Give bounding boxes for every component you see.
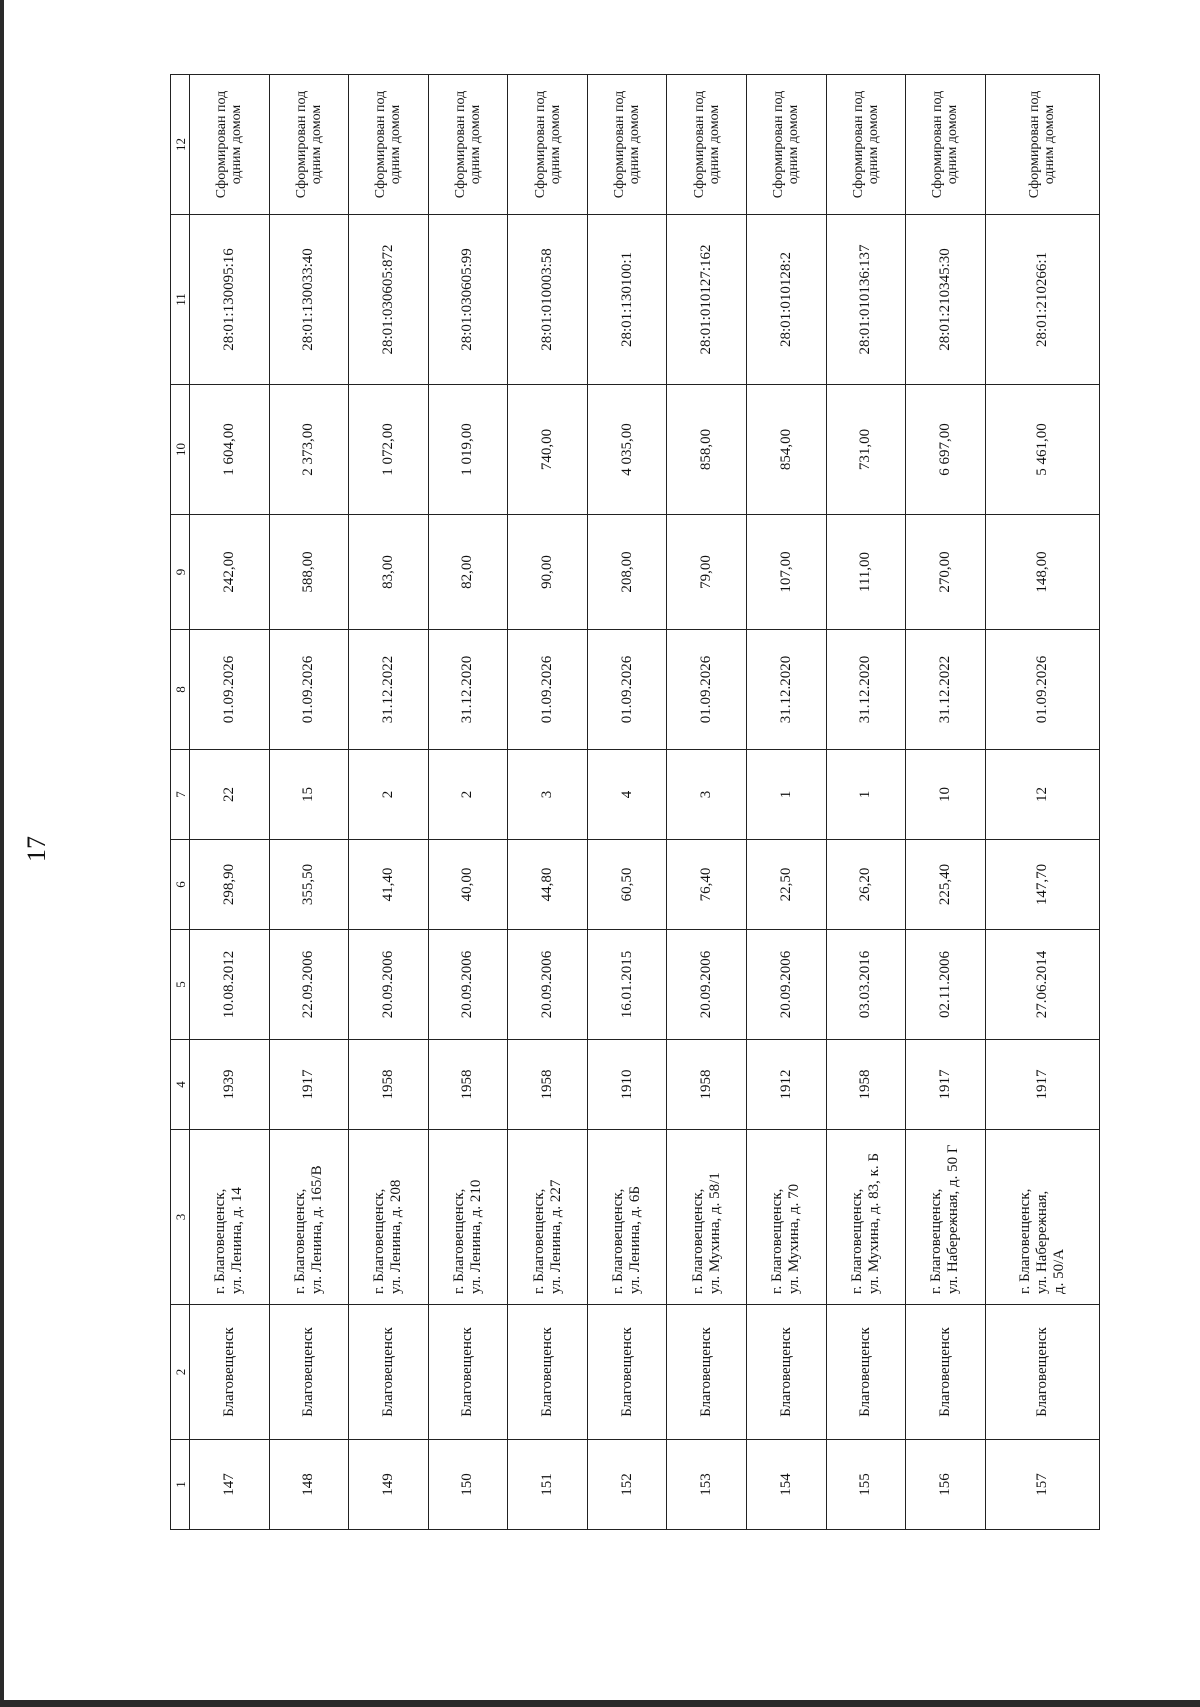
deadline-cell: 01.09.2026: [508, 630, 588, 750]
count-cell: 4: [587, 750, 667, 840]
city-cell: Благовещенск: [746, 1305, 826, 1440]
value-cell: 111,00: [826, 515, 906, 630]
area-cell: 41,40: [349, 840, 429, 930]
date-cell: 20.09.2006: [508, 930, 588, 1040]
note-cell: [428, 75, 508, 215]
cadastre-number-cell: 28:01:210266:1: [985, 215, 1099, 385]
note-cell-line: Сформирован под: [691, 90, 707, 199]
cadastre-number-cell: 28:01:130095:16: [190, 215, 270, 385]
address-cell-line: ул. Мухина, д. 83, к. Б: [865, 1152, 882, 1294]
count-cell: 22: [190, 750, 270, 840]
column-number: 11: [171, 215, 190, 385]
row-number: 151: [508, 1440, 588, 1530]
date-cell: 03.03.2016: [826, 930, 906, 1040]
city-cell: Благовещенск: [826, 1305, 906, 1440]
value-cell: 740,00: [508, 385, 588, 515]
year-cell: 1917: [269, 1040, 349, 1130]
address-cell-line: ул. Мухина, д. 58/1: [706, 1172, 723, 1294]
area-cell: 60,50: [587, 840, 667, 930]
note-cell: [269, 75, 349, 215]
note-cell-line: одним домом: [945, 104, 961, 185]
deadline-cell: 01.09.2026: [587, 630, 667, 750]
row-number: 157: [985, 1440, 1099, 1530]
year-cell: 1958: [667, 1040, 747, 1130]
area-cell: 298,90: [190, 840, 270, 930]
deadline-cell: 31.12.2022: [349, 630, 429, 750]
row-number: 153: [667, 1440, 747, 1530]
address-cell-line: ул. Ленина, д. 165/В: [308, 1165, 325, 1294]
address-cell-line: ул. Ленина, д. 210: [467, 1179, 484, 1294]
column-number: 2: [171, 1305, 190, 1440]
note-cell-line: Сформирован под: [373, 90, 389, 199]
value-cell: 90,00: [508, 515, 588, 630]
address-cell-line: д. 50/А: [1050, 1248, 1067, 1294]
note-cell-line: одним домом: [786, 104, 802, 185]
note-cell: [508, 75, 588, 215]
note-cell: [349, 75, 429, 215]
address-cell: [587, 1130, 667, 1305]
year-cell: 1910: [587, 1040, 667, 1130]
address-cell-line: г. Благовещенск,: [371, 1188, 388, 1294]
deadline-cell: 31.12.2020: [826, 630, 906, 750]
city-cell: Благовещенск: [985, 1305, 1099, 1440]
cadastre-number-cell: 28:01:030605:872: [349, 215, 429, 385]
table-row: [985, 75, 1099, 1530]
cadastre-number-cell: 28:01:210345:30: [906, 215, 986, 385]
count-cell: 3: [667, 750, 747, 840]
column-number: 9: [171, 515, 190, 630]
note-cell-line: одним домом: [627, 104, 643, 185]
area-cell: 225,40: [906, 840, 986, 930]
value-cell: 5 461,00: [985, 385, 1099, 515]
column-number: 10: [171, 385, 190, 515]
address-cell-line: г. Благовещенск,: [212, 1188, 229, 1294]
address-cell: [428, 1130, 508, 1305]
column-number: 4: [171, 1040, 190, 1130]
address-cell: [906, 1130, 986, 1305]
count-cell: 10: [906, 750, 986, 840]
address-cell-line: г. Благовещенск,: [291, 1188, 308, 1294]
note-cell-line: одним домом: [308, 104, 324, 185]
date-cell: 02.11.2006: [906, 930, 986, 1040]
city-cell: Благовещенск: [349, 1305, 429, 1440]
address-cell: [508, 1130, 588, 1305]
address-cell-line: г. Благовещенск,: [1016, 1188, 1033, 1294]
row-number: 150: [428, 1440, 508, 1530]
address-cell-line: г. Благовещенск,: [610, 1188, 627, 1294]
column-number: 3: [171, 1130, 190, 1305]
note-cell: [985, 75, 1099, 215]
date-cell: 27.06.2014: [985, 930, 1099, 1040]
cadastre-number-cell: 28:01:010136:137: [826, 215, 906, 385]
column-number: 7: [171, 750, 190, 840]
note-cell: [746, 75, 826, 215]
table-row: [190, 75, 270, 1530]
note-cell-line: Сформирован под: [612, 90, 628, 199]
value-cell: 588,00: [269, 515, 349, 630]
value-cell: 107,00: [746, 515, 826, 630]
value-cell: 1 019,00: [428, 385, 508, 515]
address-cell-line: г. Благовещенск,: [689, 1188, 706, 1294]
table-row: [349, 75, 429, 1530]
count-cell: 1: [826, 750, 906, 840]
address-cell-line: г. Благовещенск,: [848, 1188, 865, 1294]
note-cell: [667, 75, 747, 215]
table-row: [428, 75, 508, 1530]
note-cell-line: Сформирован под: [1027, 90, 1043, 199]
count-cell: 12: [985, 750, 1099, 840]
value-cell: 79,00: [667, 515, 747, 630]
column-number: 6: [171, 840, 190, 930]
value-cell: 83,00: [349, 515, 429, 630]
address-cell: [826, 1130, 906, 1305]
table-row: [667, 75, 747, 1530]
deadline-cell: 01.09.2026: [269, 630, 349, 750]
cadastre-number-cell: 28:01:130100:1: [587, 215, 667, 385]
year-cell: 1912: [746, 1040, 826, 1130]
table-row: [906, 75, 986, 1530]
note-cell-line: одним домом: [865, 104, 881, 185]
row-number: 156: [906, 1440, 986, 1530]
date-cell: 16.01.2015: [587, 930, 667, 1040]
city-cell: Благовещенск: [906, 1305, 986, 1440]
address-cell-line: г. Благовещенск,: [769, 1188, 786, 1294]
address-cell: [746, 1130, 826, 1305]
note-cell-line: Сформирован под: [532, 90, 548, 199]
note-cell-line: Сформирован под: [771, 90, 787, 199]
deadline-cell: 01.09.2026: [985, 630, 1099, 750]
page-number: 17: [22, 836, 51, 862]
column-number: 1: [171, 1440, 190, 1530]
address-cell-line: г. Благовещенск,: [530, 1188, 547, 1294]
area-cell: 355,50: [269, 840, 349, 930]
cadastre-number-cell: 28:01:130033:40: [269, 215, 349, 385]
note-cell-line: Сформирован под: [214, 90, 230, 199]
cadastre-number-cell: 28:01:030605:99: [428, 215, 508, 385]
note-cell-line: одним домом: [229, 104, 245, 185]
date-cell: 22.09.2006: [269, 930, 349, 1040]
date-cell: 20.09.2006: [667, 930, 747, 1040]
column-number: 12: [171, 75, 190, 215]
date-cell: 10.08.2012: [190, 930, 270, 1040]
count-cell: 3: [508, 750, 588, 840]
address-cell-line: ул. Набережная, д. 50 Г: [945, 1144, 962, 1294]
row-number: 147: [190, 1440, 270, 1530]
date-cell: 20.09.2006: [746, 930, 826, 1040]
year-cell: 1958: [508, 1040, 588, 1130]
date-cell: 20.09.2006: [349, 930, 429, 1040]
area-cell: 76,40: [667, 840, 747, 930]
row-number: 154: [746, 1440, 826, 1530]
note-cell-line: одним домом: [706, 104, 722, 185]
note-cell: [826, 75, 906, 215]
note-cell: [587, 75, 667, 215]
city-cell: Благовещенск: [190, 1305, 270, 1440]
deadline-cell: 31.12.2022: [906, 630, 986, 750]
address-cell: [985, 1130, 1099, 1305]
row-number: 155: [826, 1440, 906, 1530]
city-cell: Благовещенск: [667, 1305, 747, 1440]
area-cell: 22,50: [746, 840, 826, 930]
note-cell-line: одним домом: [1042, 104, 1058, 185]
note-cell-line: Сформирован под: [293, 90, 309, 199]
note-cell-line: Сформирован под: [850, 90, 866, 199]
year-cell: 1917: [985, 1040, 1099, 1130]
address-cell-line: ул. Ленина, д. 227: [547, 1179, 564, 1294]
scan-edge-bottom: [0, 1700, 1200, 1707]
area-cell: 40,00: [428, 840, 508, 930]
note-cell-line: Сформирован под: [930, 90, 946, 199]
note-cell-line: одним домом: [467, 104, 483, 185]
count-cell: 2: [349, 750, 429, 840]
count-cell: 1: [746, 750, 826, 840]
row-number: 152: [587, 1440, 667, 1530]
table-row: [746, 75, 826, 1530]
table-row: [508, 75, 588, 1530]
row-number: 149: [349, 1440, 429, 1530]
cadastre-number-cell: 28:01:010128:2: [746, 215, 826, 385]
address-cell: [190, 1130, 270, 1305]
area-cell: 26,20: [826, 840, 906, 930]
table-row: [269, 75, 349, 1530]
count-cell: 2: [428, 750, 508, 840]
value-cell: 858,00: [667, 385, 747, 515]
year-cell: 1939: [190, 1040, 270, 1130]
city-cell: Благовещенск: [587, 1305, 667, 1440]
note-cell-line: Сформирован под: [452, 90, 468, 199]
date-cell: 20.09.2006: [428, 930, 508, 1040]
value-cell: 148,00: [985, 515, 1099, 630]
address-cell-line: г. Благовещенск,: [450, 1188, 467, 1294]
address-cell: [349, 1130, 429, 1305]
address-cell-line: г. Благовещенск,: [928, 1188, 945, 1294]
table-row: [587, 75, 667, 1530]
address-cell-line: ул. Ленина, д. 14: [229, 1187, 246, 1294]
address-cell: [667, 1130, 747, 1305]
column-number-row: [171, 75, 190, 1530]
value-cell: 2 373,00: [269, 385, 349, 515]
note-cell-line: одним домом: [388, 104, 404, 185]
register-table: [170, 74, 1100, 1530]
address-cell-line: ул. Ленина, д. 208: [388, 1179, 405, 1294]
deadline-cell: 31.12.2020: [428, 630, 508, 750]
value-cell: 6 697,00: [906, 385, 986, 515]
value-cell: 270,00: [906, 515, 986, 630]
column-number: 5: [171, 930, 190, 1040]
value-cell: 242,00: [190, 515, 270, 630]
year-cell: 1958: [826, 1040, 906, 1130]
note-cell: [906, 75, 986, 215]
table-row: [826, 75, 906, 1530]
cadastre-number-cell: 28:01:010127:162: [667, 215, 747, 385]
value-cell: 208,00: [587, 515, 667, 630]
value-cell: 731,00: [826, 385, 906, 515]
cadastre-number-cell: 28:01:010003:58: [508, 215, 588, 385]
count-cell: 15: [269, 750, 349, 840]
address-cell-line: ул. Ленина, д. 6Б: [627, 1185, 644, 1294]
city-cell: Благовещенск: [269, 1305, 349, 1440]
register-table-body: [171, 75, 1100, 1530]
address-cell: [269, 1130, 349, 1305]
year-cell: 1958: [349, 1040, 429, 1130]
value-cell: 82,00: [428, 515, 508, 630]
note-cell-line: одним домом: [547, 104, 563, 185]
city-cell: Благовещенск: [428, 1305, 508, 1440]
year-cell: 1917: [906, 1040, 986, 1130]
register-table-wrapper: [170, 75, 1100, 1530]
city-cell: Благовещенск: [508, 1305, 588, 1440]
row-number: 148: [269, 1440, 349, 1530]
area-cell: 147,70: [985, 840, 1099, 930]
area-cell: 44,80: [508, 840, 588, 930]
value-cell: 1 072,00: [349, 385, 429, 515]
scan-edge-left: [0, 0, 4, 1707]
deadline-cell: 01.09.2026: [667, 630, 747, 750]
column-number: 8: [171, 630, 190, 750]
year-cell: 1958: [428, 1040, 508, 1130]
note-cell: [190, 75, 270, 215]
value-cell: 854,00: [746, 385, 826, 515]
deadline-cell: 31.12.2020: [746, 630, 826, 750]
address-cell-line: ул. Мухина, д. 70: [786, 1183, 803, 1294]
deadline-cell: 01.09.2026: [190, 630, 270, 750]
value-cell: 4 035,00: [587, 385, 667, 515]
value-cell: 1 604,00: [190, 385, 270, 515]
address-cell-line: ул. Набережная,: [1033, 1190, 1050, 1294]
